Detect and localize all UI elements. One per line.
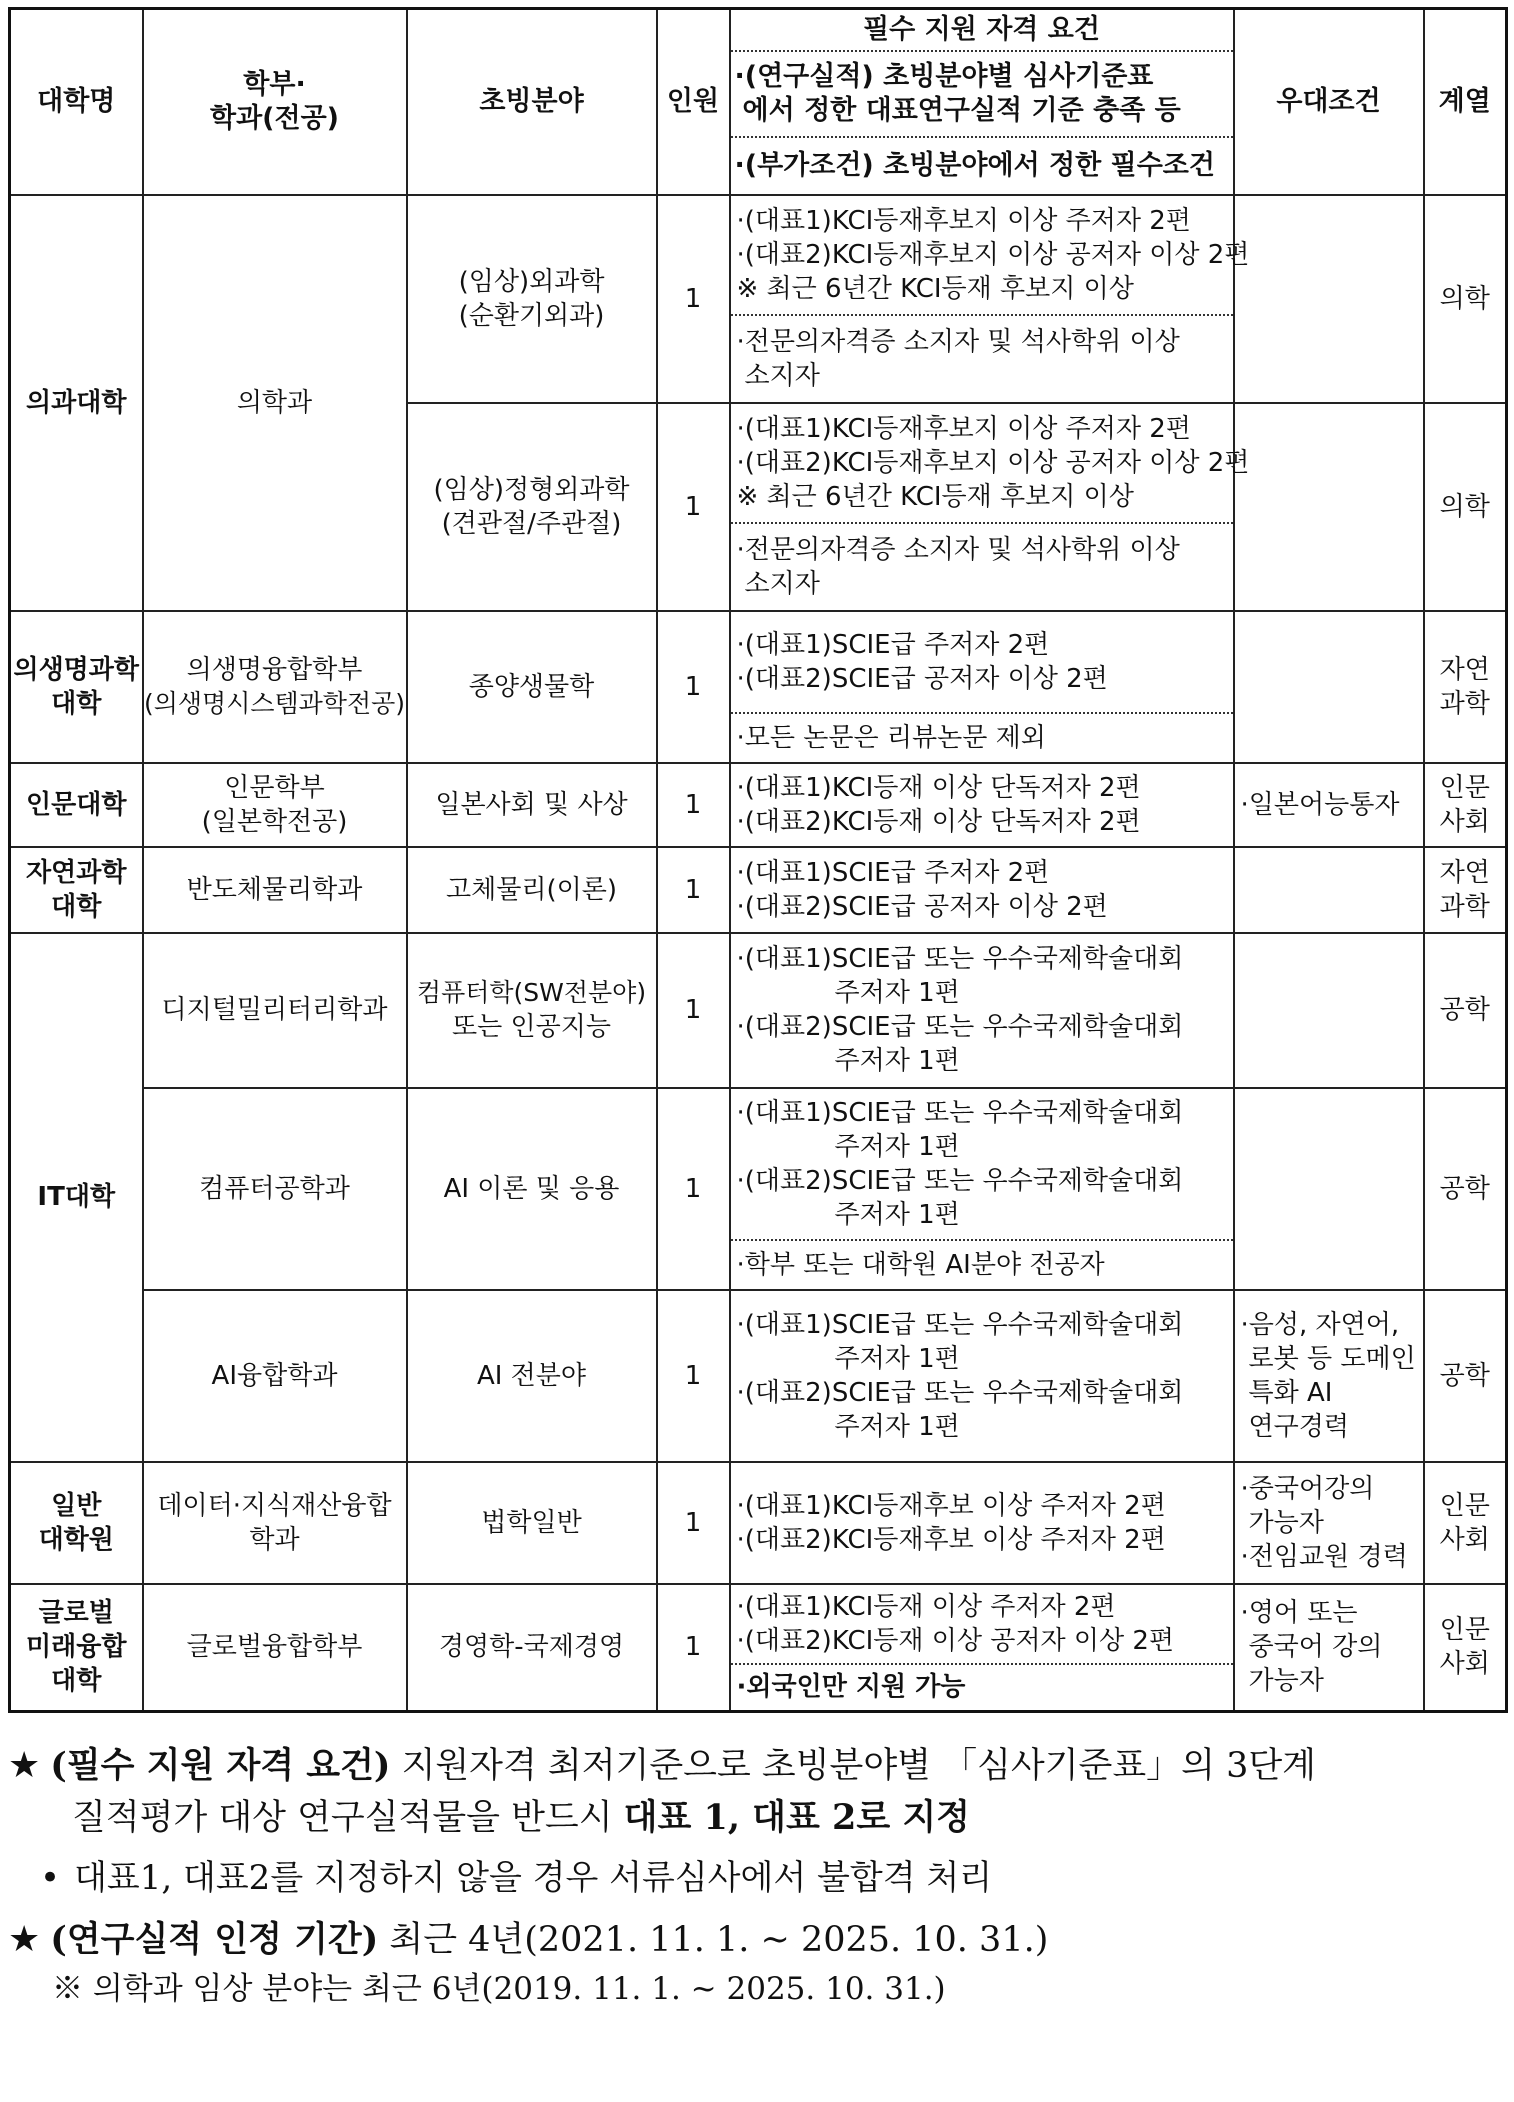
header-field: 초빙분야 xyxy=(407,9,657,195)
note-period-medical: ※ 의학과 임상 분야는 최근 6년(2019. 11. 1. ~ 2025. 10. 31.) xyxy=(52,1971,946,2007)
header-req-sub1: ·(연구실적) 초빙분야별 심사기준표 에서 정한 대표연구실적 기준 충족 등 xyxy=(730,51,1234,137)
req-med-b: ·(대표1)KCI등재후보지 이상 주저자 2편 ·(대표2)KCI등재후보지 이상 공저자 이상 2편 ※ 최근 6년간 KCI등재 후보지 이상 xyxy=(730,403,1234,523)
add-glob: ·외국인만 지원 가능 xyxy=(730,1664,1234,1712)
field-hum: 일본사회 및 사상 xyxy=(407,763,657,847)
count-bio: 1 xyxy=(657,611,730,763)
header-dept: 학부· 학과(전공) xyxy=(143,9,407,195)
univ-glob: 글로벌 미래융합 대학 xyxy=(10,1584,143,1712)
pref-med-a xyxy=(1234,195,1424,403)
track-grad: 인문 사회 xyxy=(1424,1462,1507,1584)
req-glob: ·(대표1)KCI등재 이상 주저자 2편 ·(대표2)KCI등재 이상 공저자 이상 2편 xyxy=(730,1584,1234,1664)
pref-sci xyxy=(1234,847,1424,933)
add-med-a: ·전문의자격증 소지자 및 석사학위 이상 소지자 xyxy=(730,315,1234,403)
note-required: ★ (필수 지원 자격 요건) 지원자격 최저기준으로 초빙분야별 「심사기준표」의 3단계 xyxy=(8,1745,1316,1786)
field-med-a: (임상)외과학 (순환기외과) xyxy=(407,195,657,403)
notes-section xyxy=(8,1740,1508,2012)
field-it-b: AI 이론 및 응용 xyxy=(407,1088,657,1290)
track-it-b: 공학 xyxy=(1424,1088,1507,1290)
count-sci: 1 xyxy=(657,847,730,933)
note-designation: • 대표1, 대표2를 지정하지 않을 경우 서류심사에서 불합격 처리 xyxy=(40,1858,993,1898)
count-med-a: 1 xyxy=(657,195,730,403)
track-med-b: 의학 xyxy=(1424,403,1507,611)
univ-it: IT대학 xyxy=(10,933,143,1462)
univ-sci: 자연과학 대학 xyxy=(10,847,143,933)
univ-bio: 의생명과학 대학 xyxy=(10,611,143,763)
header-count: 인원 xyxy=(657,9,730,195)
track-glob: 인문 사회 xyxy=(1424,1584,1507,1712)
track-hum: 인문 사회 xyxy=(1424,763,1507,847)
header-univ: 대학명 xyxy=(10,9,143,195)
pref-it-c: ·음성, 자연어, 로봇 등 도메인 특화 AI 연구경력 xyxy=(1234,1290,1424,1462)
req-hum: ·(대표1)KCI등재 이상 단독저자 2편 ·(대표2)KCI등재 이상 단독저자 2편 xyxy=(730,763,1234,847)
add-it-b: ·학부 또는 대학원 AI분야 전공자 xyxy=(730,1240,1234,1290)
req-it-a: ·(대표1)SCIE급 또는 우수국제학술대회 주저자 1편 ·(대표2)SCIE급 또는 우수국제학술대회 주저자 1편 xyxy=(730,933,1234,1088)
header-track: 계열 xyxy=(1424,9,1507,195)
count-it-c: 1 xyxy=(657,1290,730,1462)
track-it-a: 공학 xyxy=(1424,933,1507,1088)
dept-bio: 의생명융합학부 (의생명시스템과학전공) xyxy=(143,611,407,763)
count-glob: 1 xyxy=(657,1584,730,1712)
track-med-a: 의학 xyxy=(1424,195,1507,403)
header-req-sub2: ·(부가조건) 초빙분야에서 정한 필수조건 xyxy=(730,137,1234,195)
dept-it-a: 디지털밀리터리학과 xyxy=(143,933,407,1088)
count-grad: 1 xyxy=(657,1462,730,1584)
track-sci: 자연 과학 xyxy=(1424,847,1507,933)
pref-med-b xyxy=(1234,403,1424,611)
dept-hum: 인문학부 (일본학전공) xyxy=(143,763,407,847)
star-icon: ★ xyxy=(8,1745,41,1786)
univ-hum: 인문대학 xyxy=(10,763,143,847)
dept-sci: 반도체물리학과 xyxy=(143,847,407,933)
field-med-b: (임상)정형외과학 (견관절/주관절) xyxy=(407,403,657,611)
dept-med: 의학과 xyxy=(143,195,407,611)
add-med-b: ·전문의자격증 소지자 및 석사학위 이상 소지자 xyxy=(730,523,1234,611)
dept-grad: 데이터·지식재산융합 학과 xyxy=(143,1462,407,1584)
count-it-a: 1 xyxy=(657,933,730,1088)
track-bio: 자연 과학 xyxy=(1424,611,1507,763)
star-icon: ★ xyxy=(8,1919,41,1960)
header-pref: 우대조건 xyxy=(1234,9,1424,195)
requirements-table-wrapper xyxy=(8,7,1505,1713)
field-sci: 고체물리(이론) xyxy=(407,847,657,933)
requirements-table xyxy=(8,7,1508,1713)
field-it-c: AI 전분야 xyxy=(407,1290,657,1462)
field-it-a: 컴퓨터학(SW전분야) 또는 인공지능 xyxy=(407,933,657,1088)
pref-hum: ·일본어능통자 xyxy=(1234,763,1424,847)
field-glob: 경영학-국제경영 xyxy=(407,1584,657,1712)
dept-it-c: AI융합학과 xyxy=(143,1290,407,1462)
pref-glob: ·영어 또는 중국어 강의 가능자 xyxy=(1234,1584,1424,1712)
univ-grad: 일반 대학원 xyxy=(10,1462,143,1584)
pref-grad: ·중국어강의 가능자 ·전임교원 경력 xyxy=(1234,1462,1424,1584)
dept-it-b: 컴퓨터공학과 xyxy=(143,1088,407,1290)
req-med-a: ·(대표1)KCI등재후보지 이상 주저자 2편 ·(대표2)KCI등재후보지 이상 공저자 이상 2편 ※ 최근 6년간 KCI등재 후보지 이상 xyxy=(730,195,1234,315)
dept-glob: 글로벌융합학부 xyxy=(143,1584,407,1712)
count-med-b: 1 xyxy=(657,403,730,611)
req-it-b: ·(대표1)SCIE급 또는 우수국제학술대회 주저자 1편 ·(대표2)SCIE급 또는 우수국제학술대회 주저자 1편 xyxy=(730,1088,1234,1240)
note-period: ★ (연구실적 인정 기간) 최근 4년(2021. 11. 1. ~ 2025. 10. 31.) xyxy=(8,1919,1049,1960)
req-grad: ·(대표1)KCI등재후보 이상 주저자 2편 ·(대표2)KCI등재후보 이상 주저자 2편 xyxy=(730,1462,1234,1584)
bullet-icon: • xyxy=(40,1858,61,1898)
field-bio: 종양생물학 xyxy=(407,611,657,763)
univ-med: 의과대학 xyxy=(10,195,143,611)
count-hum: 1 xyxy=(657,763,730,847)
pref-it-b xyxy=(1234,1088,1424,1290)
req-sci: ·(대표1)SCIE급 주저자 2편 ·(대표2)SCIE급 공저자 이상 2편 xyxy=(730,847,1234,933)
track-it-c: 공학 xyxy=(1424,1290,1507,1462)
req-bio: ·(대표1)SCIE급 주저자 2편 ·(대표2)SCIE급 공저자 이상 2편 xyxy=(730,611,1234,713)
header-req-title: 필수 지원 자격 요건 xyxy=(730,9,1234,51)
req-it-c: ·(대표1)SCIE급 또는 우수국제학술대회 주저자 1편 ·(대표2)SCIE급 또는 우수국제학술대회 주저자 1편 xyxy=(730,1290,1234,1462)
pref-bio xyxy=(1234,611,1424,763)
add-bio: ·모든 논문은 리뷰논문 제외 xyxy=(730,713,1234,763)
note-required-line2: 질적평가 대상 연구실적물을 반드시 대표 1, 대표 2로 지정 xyxy=(72,1797,970,1838)
count-it-b: 1 xyxy=(657,1088,730,1290)
pref-it-a xyxy=(1234,933,1424,1088)
field-grad: 법학일반 xyxy=(407,1462,657,1584)
